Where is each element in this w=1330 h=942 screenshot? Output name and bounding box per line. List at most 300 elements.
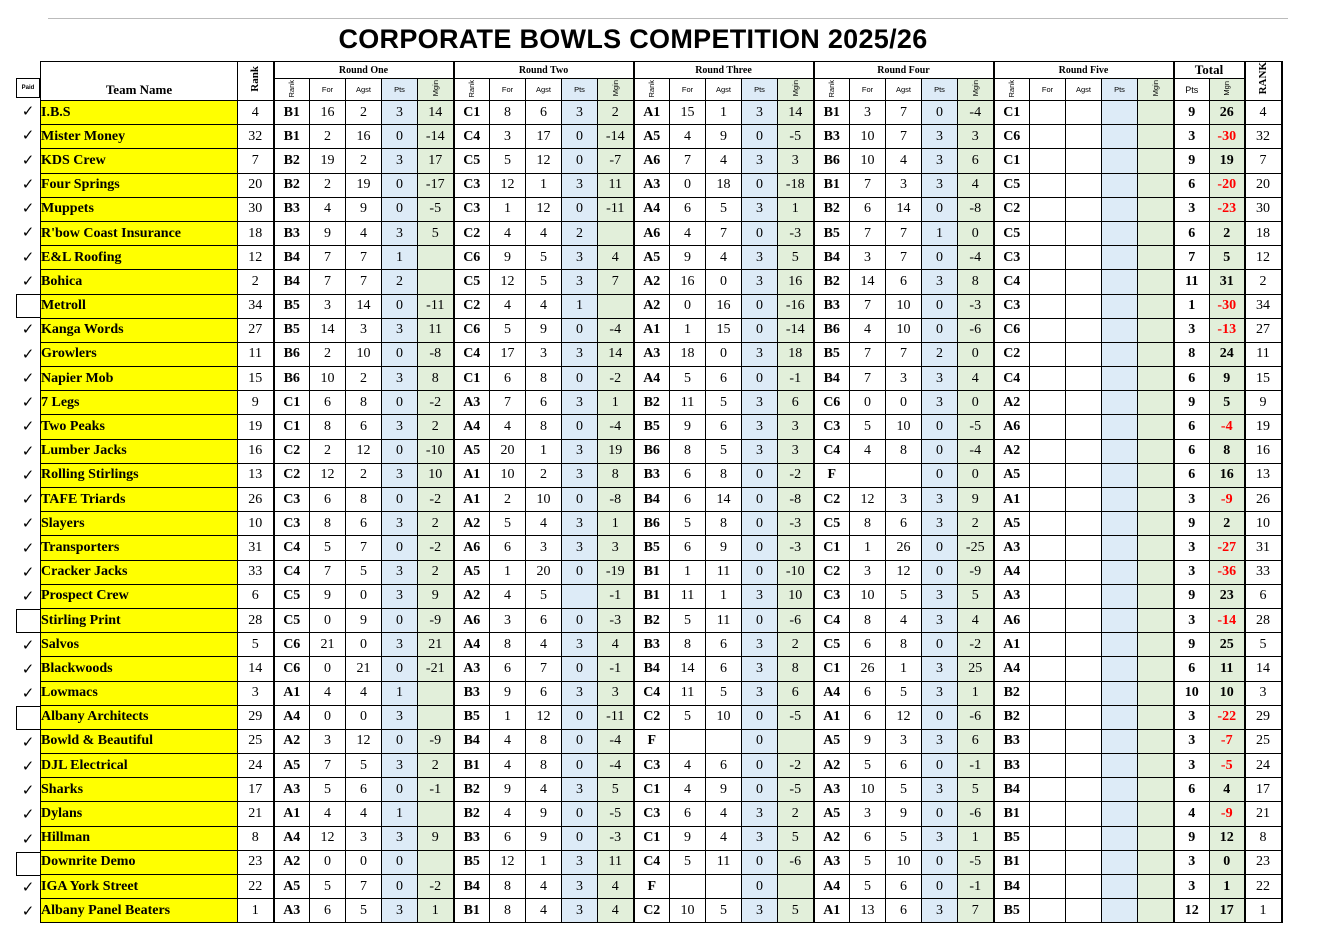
total-mgn-cell: 16 [1210,463,1245,487]
round-2-pts-header: Pts [562,79,598,101]
total-mgn-cell: 9 [1210,367,1245,391]
r4-mgin-cell: 25 [958,657,994,681]
rank-header [238,62,274,101]
r2-agst-cell: 5 [526,584,562,608]
r5-for-cell [1030,802,1066,826]
round-header-5: Round Five [994,62,1174,79]
r2-for-cell: 1 [490,197,526,221]
r1-pts-cell: 3 [382,560,418,584]
r3-for-cell: 11 [670,584,706,608]
r5-pts-cell [1102,681,1138,705]
rank-right-header [1245,62,1282,101]
r5-for-cell [1030,681,1066,705]
r2-mgin-cell: -4 [598,754,634,778]
r3-mgin-cell: -14 [778,318,814,342]
r2-agst-cell: 1 [526,439,562,463]
r1-rank-cell: B4 [274,270,310,294]
rank-right-cell: 33 [1245,560,1282,584]
round-3-mgin-header [778,79,814,101]
r4-for-cell: 10 [850,149,886,173]
r4-agst-cell: 14 [886,197,922,221]
team-name: DJL Electrical [41,754,238,778]
r5-pts-cell [1102,391,1138,415]
r5-rank-cell: B4 [994,875,1030,899]
r5-agst-cell [1066,221,1102,245]
r2-rank-cell: C5 [454,149,490,173]
total-mgn-cell: 31 [1210,270,1245,294]
paid-tick-icon: ✓ [21,151,35,169]
r1-rank-cell: C2 [274,463,310,487]
r2-pts-cell: 0 [562,705,598,729]
r4-agst-cell: 7 [886,221,922,245]
r5-for-cell [1030,536,1066,560]
r1-for-cell: 10 [310,367,346,391]
rank-right-cell: 18 [1245,221,1282,245]
paid-tick-icon: ✓ [21,442,35,460]
r1-pts-cell: 3 [382,899,418,923]
r5-pts-cell [1102,197,1138,221]
r4-pts-cell: 3 [922,657,958,681]
r3-pts-cell: 3 [742,246,778,270]
r1-agst-cell: 0 [346,705,382,729]
r3-mgin-cell: 6 [778,681,814,705]
r1-mgin-cell: -2 [418,391,454,415]
r4-agst-cell: 7 [886,246,922,270]
r2-pts-cell: 3 [562,270,598,294]
r5-for-cell [1030,391,1066,415]
r1-agst-cell: 5 [346,899,382,923]
r2-for-cell: 2 [490,488,526,512]
r3-pts-cell: 0 [742,608,778,632]
r3-mgin-cell: 16 [778,270,814,294]
r1-pts-cell: 0 [382,536,418,560]
r3-rank-cell: B2 [634,608,670,632]
rank-right-cell: 14 [1245,657,1282,681]
r4-pts-cell: 0 [922,705,958,729]
r5-agst-cell [1066,367,1102,391]
total-mgn-cell: 2 [1210,221,1245,245]
r2-agst-cell: 6 [526,681,562,705]
r1-pts-cell: 3 [382,318,418,342]
r1-pts-cell: 0 [382,197,418,221]
paid-tick-icon [16,609,40,633]
r1-rank-cell: C1 [274,415,310,439]
rank-right-cell: 3 [1245,681,1282,705]
total-pts-cell: 10 [1174,681,1210,705]
r5-mgin-cell [1138,125,1174,149]
paid-tick-icon: ✓ [21,345,35,363]
paid-tick-icon: ✓ [21,200,35,217]
paid-tick-icon: ✓ [21,321,35,339]
r3-agst-cell: 6 [706,754,742,778]
r5-rank-cell: B3 [994,754,1030,778]
r3-mgin-cell: -6 [778,608,814,632]
total-pts-cell: 3 [1174,318,1210,342]
r2-rank-cell: A2 [454,584,490,608]
r4-agst-cell: 10 [886,415,922,439]
r3-pts-cell: 0 [742,294,778,318]
r4-rank-cell: C4 [814,608,850,632]
r1-rank-cell: C5 [274,584,310,608]
r2-pts-cell: 3 [562,850,598,874]
r3-rank-cell: C1 [634,826,670,850]
r3-mgin-cell: -16 [778,294,814,318]
table-row [41,197,1282,221]
r5-for-cell [1030,899,1066,923]
r2-agst-cell: 10 [526,488,562,512]
r3-pts-cell: 3 [742,415,778,439]
r3-agst-cell: 11 [706,560,742,584]
r2-rank-cell: B5 [454,705,490,729]
r2-mgin-cell: 5 [598,778,634,802]
total-pts-cell: 4 [1174,802,1210,826]
total-pts-cell: 9 [1174,149,1210,173]
r2-mgin-cell: -8 [598,488,634,512]
table-row [41,899,1282,923]
r4-agst-cell: 12 [886,705,922,729]
total-mgn-cell: 10 [1210,681,1245,705]
r4-mgin-cell: -4 [958,246,994,270]
r2-for-cell: 4 [490,294,526,318]
r5-rank-cell: A2 [994,391,1030,415]
paid-header: Paid [16,78,40,98]
r4-mgin-cell: -1 [958,754,994,778]
rank-cell: 10 [238,512,274,536]
r1-rank-cell: C6 [274,633,310,657]
r2-pts-cell: 3 [562,246,598,270]
r5-rank-cell: A5 [994,512,1030,536]
team-name-header: Team Name [41,62,238,101]
r3-for-cell: 4 [670,778,706,802]
r5-pts-cell [1102,705,1138,729]
r4-for-cell: 9 [850,729,886,753]
paid-tick-icon [16,852,40,876]
r5-rank-cell: C1 [994,149,1030,173]
r2-rank-cell: A1 [454,488,490,512]
table-row [41,778,1282,802]
r1-for-cell: 6 [310,488,346,512]
rank-cell: 19 [238,415,274,439]
r4-rank-cell: B3 [814,125,850,149]
paid-tick-icon: ✓ [21,272,35,290]
r2-pts-cell: 0 [562,488,598,512]
rank-right-cell: 5 [1245,633,1282,657]
r1-agst-cell: 5 [346,560,382,584]
r4-mgin-cell: 8 [958,270,994,294]
r4-agst-cell: 7 [886,125,922,149]
r1-agst-cell: 7 [346,270,382,294]
r4-rank-cell: C1 [814,536,850,560]
r2-pts-cell: 0 [562,729,598,753]
r5-rank-cell: A5 [994,463,1030,487]
round-4-rank-header [814,79,850,101]
r2-pts-cell: 0 [562,560,598,584]
paid-tick-icon: ✓ [21,903,35,921]
r3-rank-cell: B3 [634,633,670,657]
r3-for-cell [670,875,706,899]
table-row [41,221,1282,245]
table-row [41,584,1282,608]
total-mgn-cell: -4 [1210,415,1245,439]
r3-pts-cell: 3 [742,681,778,705]
r2-rank-cell: A3 [454,657,490,681]
r1-agst-cell: 7 [346,875,382,899]
r5-rank-cell: C4 [994,367,1030,391]
r2-rank-cell: A4 [454,633,490,657]
r3-for-cell: 4 [670,125,706,149]
paid-tick-icon: ✓ [21,127,35,145]
r2-for-cell: 1 [490,705,526,729]
r3-pts-cell: 0 [742,367,778,391]
total-pts-cell: 9 [1174,584,1210,608]
r2-for-cell: 7 [490,391,526,415]
r5-agst-cell [1066,415,1102,439]
r1-mgin-cell [418,681,454,705]
r4-mgin-cell: 9 [958,488,994,512]
r2-mgin-cell: -4 [598,729,634,753]
r2-mgin-cell: 14 [598,342,634,366]
r2-pts-cell: 0 [562,125,598,149]
r2-rank-cell: B2 [454,778,490,802]
r5-agst-cell [1066,270,1102,294]
r3-rank-cell: B5 [634,536,670,560]
r4-mgin-cell: -8 [958,197,994,221]
r4-for-cell: 6 [850,826,886,850]
r1-for-cell: 8 [310,512,346,536]
r4-for-cell: 3 [850,560,886,584]
round-4-agst-header: Agst [886,79,922,101]
team-name: Bohica [41,270,238,294]
r4-mgin-cell: 0 [958,391,994,415]
r3-for-cell: 10 [670,899,706,923]
r1-rank-cell: B6 [274,367,310,391]
r3-mgin-cell: 2 [778,802,814,826]
r2-mgin-cell: -5 [598,802,634,826]
r5-pts-cell [1102,899,1138,923]
table-row [41,294,1282,318]
total-pts-cell: 6 [1174,778,1210,802]
r5-agst-cell [1066,488,1102,512]
r2-rank-cell: A2 [454,512,490,536]
rank-cell: 34 [238,294,274,318]
r4-mgin-cell: 0 [958,463,994,487]
r1-for-cell: 3 [310,729,346,753]
total-pts-cell: 3 [1174,875,1210,899]
r4-for-cell: 13 [850,899,886,923]
r5-mgin-cell [1138,415,1174,439]
round-5-rank-header [994,79,1030,101]
r4-for-cell: 5 [850,850,886,874]
r3-rank-cell: A2 [634,294,670,318]
r2-agst-cell: 17 [526,125,562,149]
r4-for-cell: 5 [850,754,886,778]
r4-mgin-cell: 2 [958,512,994,536]
r3-agst-cell: 6 [706,415,742,439]
paid-tick-icon: ✓ [21,369,35,387]
r2-agst-cell: 1 [526,850,562,874]
r5-rank-cell: B1 [994,850,1030,874]
r2-for-cell: 8 [490,101,526,125]
r4-pts-cell: 3 [922,729,958,753]
r4-mgin-cell: 1 [958,826,994,850]
r3-agst-cell: 6 [706,657,742,681]
r5-agst-cell [1066,391,1102,415]
r3-pts-cell: 3 [742,270,778,294]
total-mgn-cell: -30 [1210,294,1245,318]
rank-cell: 17 [238,778,274,802]
table-row [41,463,1282,487]
r5-for-cell [1030,246,1066,270]
r4-for-cell: 6 [850,705,886,729]
r5-pts-cell [1102,754,1138,778]
team-name: Mister Money [41,125,238,149]
r1-mgin-cell [418,705,454,729]
r2-mgin-cell: -11 [598,197,634,221]
r1-rank-cell: C4 [274,560,310,584]
total-pts-cell: 3 [1174,536,1210,560]
r2-rank-cell: C6 [454,318,490,342]
rank-cell: 24 [238,754,274,778]
r1-mgin-cell: 9 [418,584,454,608]
r3-pts-cell: 3 [742,584,778,608]
r2-for-cell: 6 [490,657,526,681]
table-row [41,367,1282,391]
r2-mgin-cell: -3 [598,826,634,850]
rank-right-cell: 28 [1245,608,1282,632]
r2-mgin-cell: 8 [598,463,634,487]
round-4-mgin-header [958,79,994,101]
r1-rank-cell: A5 [274,875,310,899]
r1-for-cell: 0 [310,657,346,681]
r2-rank-cell: B2 [454,802,490,826]
team-name: Cracker Jacks [41,560,238,584]
r3-for-cell: 5 [670,608,706,632]
r3-mgin-cell: 1 [778,197,814,221]
r3-for-cell: 9 [670,826,706,850]
total-pts-cell: 9 [1174,826,1210,850]
r5-for-cell [1030,705,1066,729]
r3-for-cell: 5 [670,850,706,874]
r4-pts-cell: 2 [922,342,958,366]
r2-pts-cell: 3 [562,173,598,197]
r2-mgin-cell: -4 [598,318,634,342]
r2-agst-cell: 12 [526,197,562,221]
r1-pts-cell: 3 [382,633,418,657]
r3-mgin-cell: -1 [778,367,814,391]
r3-pts-cell: 0 [742,318,778,342]
r3-for-cell: 11 [670,391,706,415]
r4-rank-cell: B1 [814,173,850,197]
r4-mgin-cell: 5 [958,584,994,608]
r1-mgin-cell: 2 [418,754,454,778]
r3-for-cell: 15 [670,101,706,125]
r2-rank-cell: C2 [454,221,490,245]
total-mgn-cell: -9 [1210,802,1245,826]
team-name: Salvos [41,633,238,657]
r3-for-cell: 6 [670,536,706,560]
r5-for-cell [1030,439,1066,463]
paid-tick-icon: ✓ [21,418,35,436]
table-row [41,125,1282,149]
r4-for-cell: 0 [850,391,886,415]
r5-rank-cell: B2 [994,705,1030,729]
r3-mgin-cell: 2 [778,633,814,657]
r5-agst-cell [1066,463,1102,487]
r2-pts-cell: 0 [562,657,598,681]
paid-tick-icon: ✓ [21,830,35,848]
r2-pts-cell: 3 [562,512,598,536]
r1-for-cell: 7 [310,754,346,778]
r5-pts-cell [1102,657,1138,681]
r1-mgin-cell: -9 [418,729,454,753]
r3-for-cell: 0 [670,294,706,318]
rank-right-cell: 20 [1245,173,1282,197]
r1-mgin-cell: 11 [418,318,454,342]
r4-rank-cell: C4 [814,439,850,463]
r5-rank-cell: C3 [994,294,1030,318]
r1-mgin-cell: -8 [418,342,454,366]
table-row [41,318,1282,342]
r4-mgin-cell: -6 [958,802,994,826]
r2-for-cell: 6 [490,536,526,560]
r3-rank-cell: B6 [634,439,670,463]
r3-mgin-cell [778,729,814,753]
r3-mgin-cell: 3 [778,149,814,173]
r4-mgin-cell: -6 [958,705,994,729]
r3-for-cell: 6 [670,463,706,487]
r1-rank-cell: A4 [274,705,310,729]
rank-right-cell: 4 [1245,101,1282,125]
rank-cell: 32 [238,125,274,149]
paid-tick-icon: ✓ [21,660,35,678]
r3-agst-cell: 4 [706,826,742,850]
r3-mgin-cell: 5 [778,899,814,923]
r1-pts-cell: 0 [382,875,418,899]
r2-mgin-cell: -1 [598,584,634,608]
r5-for-cell [1030,584,1066,608]
r5-agst-cell [1066,802,1102,826]
r5-for-cell [1030,608,1066,632]
r3-mgin-cell: -3 [778,536,814,560]
r1-for-cell: 9 [310,584,346,608]
r4-rank-cell: C2 [814,560,850,584]
round-2-rank-header [454,79,490,101]
r2-rank-cell: B1 [454,899,490,923]
r1-pts-cell: 3 [382,367,418,391]
r2-agst-cell: 2 [526,463,562,487]
r5-agst-cell [1066,512,1102,536]
round-header-3: Round Three [634,62,814,79]
r5-agst-cell [1066,608,1102,632]
round-2-mgin-header [598,79,634,101]
total-mgn-cell: 11 [1210,657,1245,681]
r2-agst-cell: 3 [526,536,562,560]
r3-pts-cell: 3 [742,657,778,681]
r5-mgin-cell [1138,101,1174,125]
r5-agst-cell [1066,173,1102,197]
r1-mgin-cell: 9 [418,826,454,850]
r4-agst-cell: 3 [886,367,922,391]
r4-agst-cell: 12 [886,560,922,584]
r1-rank-cell: A1 [274,681,310,705]
total-pts-cell: 3 [1174,608,1210,632]
rank-cell: 7 [238,149,274,173]
r1-for-cell: 4 [310,197,346,221]
r5-agst-cell [1066,633,1102,657]
round-3-rank-header [634,79,670,101]
r1-rank-cell: A2 [274,850,310,874]
r3-rank-cell: B2 [634,391,670,415]
